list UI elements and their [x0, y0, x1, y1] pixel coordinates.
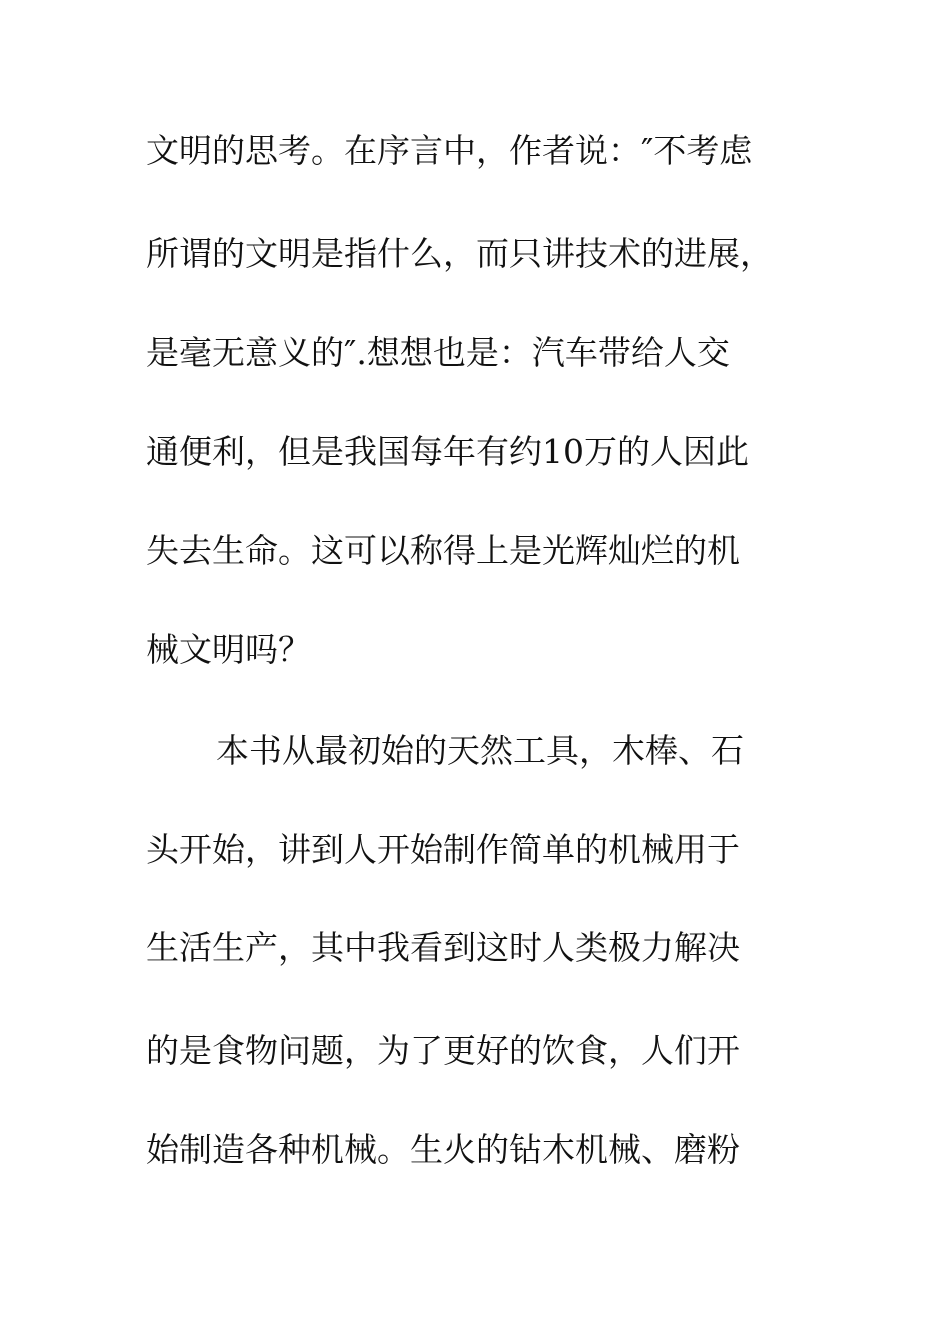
text-line: 始制造各种机械。生火的钻木机械、磨粉 [146, 1130, 740, 1169]
paragraph-first-line: 本书从最初始的天然工具，木棒、石 [216, 731, 744, 770]
text-line: 所谓的文明是指什么，而只讲技术的进展， [146, 234, 773, 273]
text-line: 生活生产，其中我看到这时人类极力解决 [146, 928, 740, 967]
text-line: 的是食物问题，为了更好的饮食，人们开 [146, 1031, 740, 1070]
text-line: 文明的思考。在序言中，作者说：″不考虑 [146, 131, 753, 170]
text-line: 失去生命。这可以称得上是光辉灿烂的机 [146, 531, 740, 570]
text-line: 通便利，但是我国每年有约10万的人因此 [146, 432, 749, 471]
text-line: 是毫无意义的″.想想也是：汽车带给人交 [146, 333, 730, 372]
text-line: 头开始，讲到人开始制作简单的机械用于 [146, 830, 740, 869]
text-line: 械文明吗？ [146, 630, 311, 669]
